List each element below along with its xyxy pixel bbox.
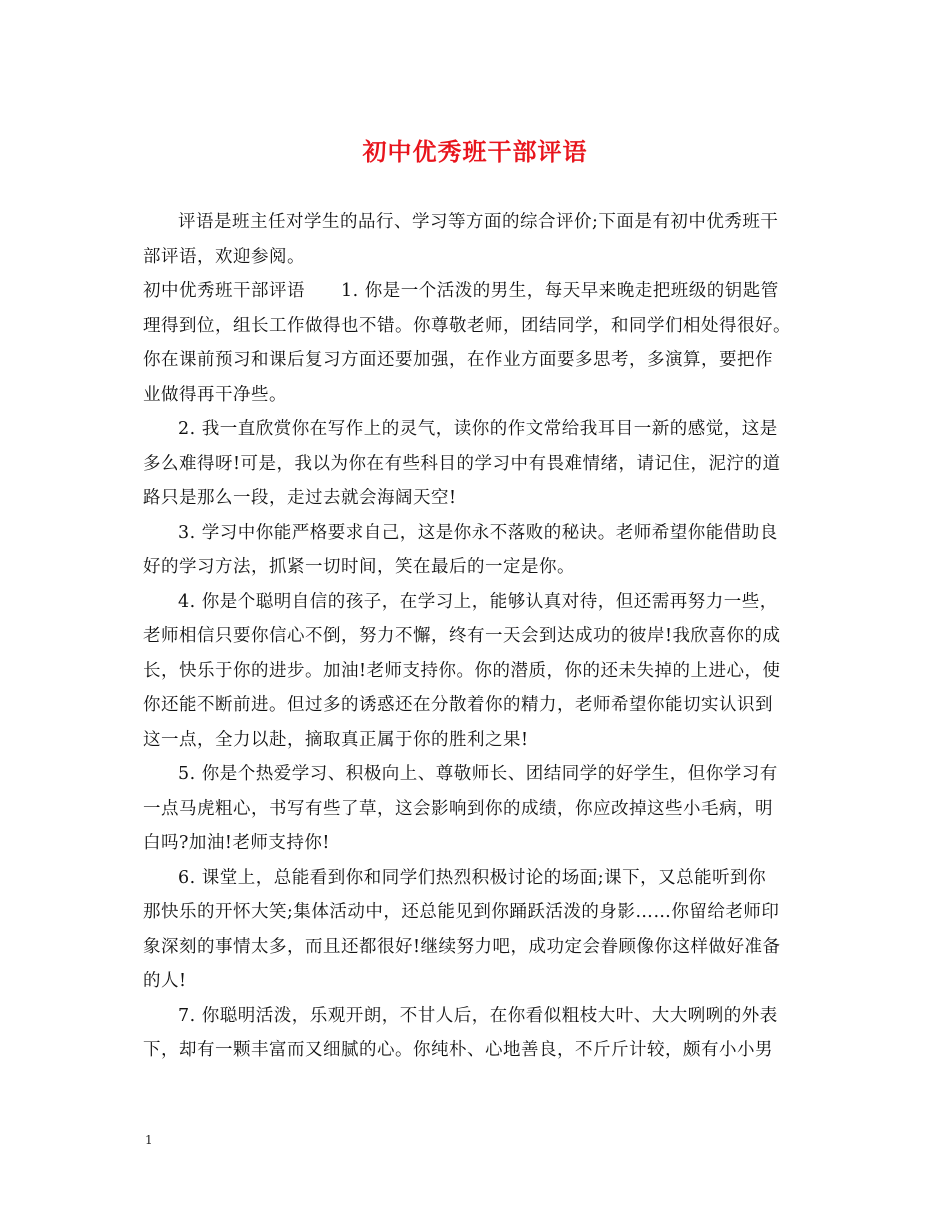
text-line: 理得到位，组长工作做得也不错。你尊敬老师，团结同学，和同学们相处得很好。 (143, 315, 791, 336)
text-line: 初中优秀班干部评语 1. 你是一个活泼的男生，每天早来晚走把班级的钥匙管 (143, 281, 779, 301)
document-title: 初中优秀班干部评语 (362, 137, 588, 166)
text-line: 你还能不断前进。但过多的诱惑还在分散着你的精力，老师希望你能切实认识到 (143, 695, 773, 715)
text-line: 多么难得呀!可是，我以为你在有些科目的学习中有畏难情绪，请记住，泥泞的道 (143, 453, 781, 474)
text-line: 白吗?加油!老师支持你! (143, 833, 330, 853)
text-line: 评语是班主任对学生的品行、学习等方面的综合评价;下面是有初中优秀班干 (178, 212, 779, 232)
text-line: 5. 你是个热爱学习、积极向上、尊敬师长、团结同学的好学生，但你学习有 (178, 764, 778, 784)
text-line: 老师相信只要你信心不倒，努力不懈，终有一天会到达成功的彼岸!我欣喜你的成 (143, 626, 781, 646)
text-line: 你在课前预习和课后复习方面还要加强，在作业方面要多思考，多演算，要把作 (143, 350, 773, 370)
text-line: 路只是那么一段，走过去就会海阔天空! (143, 488, 457, 508)
text-line: 一点马虎粗心，书写有些了草，这会影响到你的成绩，你应改掉这些小毛病，明 (143, 798, 773, 819)
text-line: 那快乐的开怀大笑;集体活动中，还总能见到你踊跃活泼的身影……你留给老师印 (143, 902, 780, 922)
text-line: 部评语，欢迎参阅。 (143, 246, 305, 267)
text-line: 象深刻的事情太多，而且还都很好!继续努力吧，成功定会眷顾像你这样做好准备 (143, 936, 781, 957)
text-line: 业做得再干净些。 (143, 384, 287, 405)
text-line: 长，快乐于你的进步。加油!老师支持你。你的潜质，你的还未失掉的上进心，使 (143, 660, 781, 681)
text-line: 3. 学习中你能严格要求自己，这是你永不落败的秘诀。老师希望你能借助良 (178, 522, 778, 543)
text-line: 下，却有一颗丰富而又细腻的心。你纯朴、心地善良，不斤斤计较，颇有小小男 (143, 1040, 773, 1060)
text-line: 的人! (143, 971, 187, 991)
text-line: 这一点，全力以赴，摘取真正属于你的胜利之果! (143, 729, 529, 750)
document-body (143, 205, 813, 1068)
text-line: 2. 我一直欣赏你在写作上的灵气，读你的作文常给我耳目一新的感觉，这是 (178, 419, 778, 439)
text-line: 好的学习方法，抓紧一切时间，笑在最后的一定是你。 (143, 557, 575, 577)
text-line: 4. 你是个聪明自信的孩子，在学习上，能够认真对待，但还需再努力一些， (178, 591, 778, 612)
text-line: 6. 课堂上，总能看到你和同学们热烈积极讨论的场面;课下，又总能听到你 (178, 867, 767, 888)
text-line: 7. 你聪明活泼，乐观开朗，不甘人后，在你看似粗枝大叶、大大咧咧的外表 (178, 1005, 778, 1026)
page-number: 1 (145, 1133, 153, 1147)
